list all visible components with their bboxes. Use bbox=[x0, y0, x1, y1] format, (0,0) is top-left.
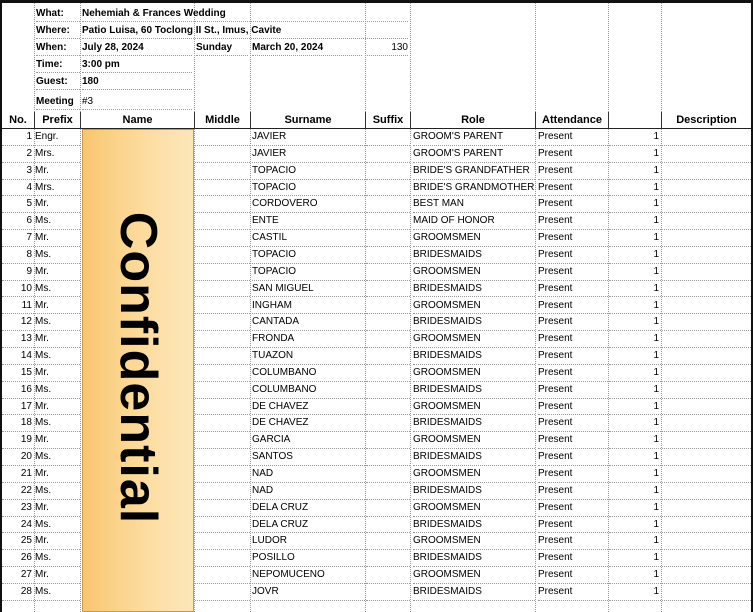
cell-count[interactable]: 1 bbox=[609, 314, 661, 331]
cell-count[interactable]: 1 bbox=[609, 298, 661, 315]
cell-prefix[interactable]: Mr. bbox=[35, 230, 80, 247]
cell-attendance[interactable]: Present bbox=[538, 213, 608, 230]
cell-count[interactable]: 1 bbox=[609, 264, 661, 281]
cell-prefix[interactable]: Ms. bbox=[35, 247, 80, 264]
cell-surname[interactable]: TOPACIO bbox=[252, 180, 365, 197]
cell-description[interactable] bbox=[662, 264, 751, 281]
cell-surname[interactable]: CORDOVERO bbox=[252, 196, 365, 213]
cell-suffix[interactable] bbox=[366, 365, 410, 382]
time-value[interactable]: 3:00 pm bbox=[82, 57, 192, 73]
cell-attendance[interactable]: Present bbox=[538, 533, 608, 550]
header-middle[interactable]: Middle bbox=[195, 112, 250, 129]
cell-role[interactable]: GROOM'S PARENT bbox=[413, 146, 535, 163]
header-description[interactable]: Description bbox=[662, 112, 751, 129]
cell-count[interactable]: 1 bbox=[609, 584, 661, 601]
cell-middle[interactable] bbox=[195, 247, 250, 264]
cell-role[interactable]: MAID OF HONOR bbox=[413, 213, 535, 230]
cell-description[interactable] bbox=[662, 163, 751, 180]
cell-suffix[interactable] bbox=[366, 517, 410, 534]
cell-no[interactable]: 2 bbox=[2, 146, 34, 163]
cell-prefix[interactable]: Mr. bbox=[35, 365, 80, 382]
cell-no[interactable]: 12 bbox=[2, 314, 34, 331]
cell-count[interactable]: 1 bbox=[609, 550, 661, 567]
cell-no[interactable]: 1 bbox=[2, 129, 34, 146]
cell-prefix[interactable]: Ms. bbox=[35, 550, 80, 567]
cell-middle[interactable] bbox=[195, 550, 250, 567]
cell-suffix[interactable] bbox=[366, 584, 410, 601]
cell-prefix[interactable]: Ms. bbox=[35, 584, 80, 601]
cell-attendance[interactable]: Present bbox=[538, 247, 608, 264]
cell-description[interactable] bbox=[662, 196, 751, 213]
header-divider bbox=[535, 112, 536, 129]
cell-description[interactable] bbox=[662, 348, 751, 365]
cell-count[interactable]: 1 bbox=[609, 483, 661, 500]
cell-middle[interactable] bbox=[195, 213, 250, 230]
cell-count[interactable]: 1 bbox=[609, 449, 661, 466]
cell-attendance[interactable]: Present bbox=[538, 517, 608, 534]
cell-attendance[interactable]: Present bbox=[538, 264, 608, 281]
cell-role[interactable]: GROOMSMEN bbox=[413, 331, 535, 348]
cell-role[interactable]: GROOMSMEN bbox=[413, 399, 535, 416]
cell-prefix[interactable]: Ms. bbox=[35, 314, 80, 331]
cell-attendance[interactable]: Present bbox=[538, 550, 608, 567]
grid-line bbox=[535, 3, 536, 612]
cell-surname[interactable]: COLUMBANO bbox=[252, 382, 365, 399]
cell-prefix[interactable]: Ms. bbox=[35, 517, 80, 534]
when-value[interactable]: July 28, 2024 bbox=[82, 40, 192, 56]
cell-middle[interactable] bbox=[195, 382, 250, 399]
date2-value[interactable]: March 20, 2024 bbox=[252, 40, 362, 56]
cell-suffix[interactable] bbox=[366, 230, 410, 247]
meeting-label[interactable]: Meeting bbox=[36, 94, 80, 110]
cell-middle[interactable] bbox=[195, 264, 250, 281]
meeting-value[interactable]: #3 bbox=[82, 94, 192, 110]
cell-surname[interactable]: FRONDA bbox=[252, 331, 365, 348]
cell-attendance[interactable]: Present bbox=[538, 449, 608, 466]
cell-suffix[interactable] bbox=[366, 180, 410, 197]
cell-no[interactable]: 22 bbox=[2, 483, 34, 500]
cell-attendance[interactable]: Present bbox=[538, 584, 608, 601]
cell-prefix[interactable]: Mr. bbox=[35, 432, 80, 449]
cell-role[interactable]: BRIDESMAIDS bbox=[413, 348, 535, 365]
cell-role[interactable]: BRIDESMAIDS bbox=[413, 449, 535, 466]
cell-middle[interactable] bbox=[195, 483, 250, 500]
cell-attendance[interactable]: Present bbox=[538, 432, 608, 449]
cell-no[interactable]: 18 bbox=[2, 415, 34, 432]
header-no[interactable]: No. bbox=[2, 112, 34, 129]
cell-suffix[interactable] bbox=[366, 196, 410, 213]
cell-count[interactable]: 1 bbox=[609, 517, 661, 534]
cell-role[interactable]: BRIDESMAIDS bbox=[413, 382, 535, 399]
cell-description[interactable] bbox=[662, 180, 751, 197]
header-prefix[interactable]: Prefix bbox=[35, 112, 80, 129]
cell-no[interactable]: 10 bbox=[2, 281, 34, 298]
cell-no[interactable]: 25 bbox=[2, 533, 34, 550]
header-divider bbox=[80, 112, 81, 129]
cell-no[interactable]: 16 bbox=[2, 382, 34, 399]
cell-prefix[interactable]: Mr. bbox=[35, 196, 80, 213]
cell-surname[interactable]: TOPACIO bbox=[252, 163, 365, 180]
header-divider bbox=[410, 112, 411, 129]
cell-attendance[interactable]: Present bbox=[538, 365, 608, 382]
cell-role[interactable]: BRIDESMAIDS bbox=[413, 247, 535, 264]
cell-suffix[interactable] bbox=[366, 382, 410, 399]
cell-middle[interactable] bbox=[195, 466, 250, 483]
cell-attendance[interactable]: Present bbox=[538, 146, 608, 163]
cell-middle[interactable] bbox=[195, 415, 250, 432]
cell-count[interactable]: 1 bbox=[609, 533, 661, 550]
cell-no[interactable]: 13 bbox=[2, 331, 34, 348]
cell-count[interactable]: 1 bbox=[609, 196, 661, 213]
cell-suffix[interactable] bbox=[366, 281, 410, 298]
cell-count[interactable]: 1 bbox=[609, 382, 661, 399]
cell-prefix[interactable]: Ms. bbox=[35, 449, 80, 466]
cell-middle[interactable] bbox=[195, 517, 250, 534]
cell-no[interactable]: 14 bbox=[2, 348, 34, 365]
cell-description[interactable] bbox=[662, 365, 751, 382]
cell-prefix[interactable]: Ms. bbox=[35, 382, 80, 399]
cell-surname[interactable]: DE CHAVEZ bbox=[252, 415, 365, 432]
cell-role[interactable]: BEST MAN bbox=[413, 196, 535, 213]
cell-description[interactable] bbox=[662, 314, 751, 331]
cell-count[interactable]: 1 bbox=[609, 146, 661, 163]
cell-attendance[interactable]: Present bbox=[538, 180, 608, 197]
cell-middle[interactable] bbox=[195, 533, 250, 550]
cell-surname[interactable]: JAVIER bbox=[252, 129, 365, 146]
cell-no[interactable]: 26 bbox=[2, 550, 34, 567]
cell-surname[interactable]: TOPACIO bbox=[252, 247, 365, 264]
count-value[interactable]: 130 bbox=[367, 40, 408, 56]
day-value[interactable]: Sunday bbox=[196, 40, 248, 56]
cell-middle[interactable] bbox=[195, 281, 250, 298]
cell-no[interactable]: 20 bbox=[2, 449, 34, 466]
cell-role[interactable]: BRIDESMAIDS bbox=[413, 314, 535, 331]
cell-no[interactable]: 3 bbox=[2, 163, 34, 180]
cell-attendance[interactable]: Present bbox=[538, 163, 608, 180]
cell-surname[interactable]: CASTIL bbox=[252, 230, 365, 247]
cell-surname[interactable]: POSILLO bbox=[252, 550, 365, 567]
cell-description[interactable] bbox=[662, 483, 751, 500]
cell-description[interactable] bbox=[662, 500, 751, 517]
cell-count[interactable]: 1 bbox=[609, 399, 661, 416]
cell-description[interactable] bbox=[662, 399, 751, 416]
cell-role[interactable]: GROOMSMEN bbox=[413, 230, 535, 247]
cell-middle[interactable] bbox=[195, 196, 250, 213]
cell-attendance[interactable]: Present bbox=[538, 382, 608, 399]
cell-role[interactable]: GROOMSMEN bbox=[413, 298, 535, 315]
cell-description[interactable] bbox=[662, 449, 751, 466]
cell-suffix[interactable] bbox=[366, 348, 410, 365]
cell-description[interactable] bbox=[662, 584, 751, 601]
cell-middle[interactable] bbox=[195, 180, 250, 197]
cell-prefix[interactable]: Ms. bbox=[35, 281, 80, 298]
cell-count[interactable]: 1 bbox=[609, 466, 661, 483]
cell-suffix[interactable] bbox=[366, 247, 410, 264]
cell-attendance[interactable]: Present bbox=[538, 567, 608, 584]
cell-prefix[interactable]: Mrs. bbox=[35, 180, 80, 197]
cell-prefix[interactable]: Mr. bbox=[35, 264, 80, 281]
cell-surname[interactable]: SANTOS bbox=[252, 449, 365, 466]
cell-attendance[interactable]: Present bbox=[538, 500, 608, 517]
header-divider bbox=[365, 112, 366, 129]
cell-count[interactable]: 1 bbox=[609, 213, 661, 230]
header-surname[interactable]: Surname bbox=[251, 112, 365, 129]
cell-middle[interactable] bbox=[195, 365, 250, 382]
cell-suffix[interactable] bbox=[366, 550, 410, 567]
cell-description[interactable] bbox=[662, 517, 751, 534]
when-label[interactable]: When: bbox=[36, 40, 80, 56]
cell-middle[interactable] bbox=[195, 449, 250, 466]
cell-surname[interactable]: TOPACIO bbox=[252, 264, 365, 281]
cell-count[interactable]: 1 bbox=[609, 348, 661, 365]
header-suffix[interactable]: Suffix bbox=[366, 112, 410, 129]
cell-description[interactable] bbox=[662, 129, 751, 146]
cell-count[interactable]: 1 bbox=[609, 247, 661, 264]
cell-surname[interactable]: GARCIA bbox=[252, 432, 365, 449]
cell-surname[interactable]: CANTADA bbox=[252, 314, 365, 331]
header-divider bbox=[194, 112, 195, 129]
cell-description[interactable] bbox=[662, 533, 751, 550]
cell-no[interactable]: 27 bbox=[2, 567, 34, 584]
cell-no[interactable]: 8 bbox=[2, 247, 34, 264]
cell-prefix[interactable]: Mrs. bbox=[35, 146, 80, 163]
grid-line bbox=[80, 3, 81, 612]
cell-role[interactable]: BRIDESMAIDS bbox=[413, 415, 535, 432]
cell-surname[interactable]: SAN MIGUEL bbox=[252, 281, 365, 298]
cell-role[interactable]: BRIDESMAIDS bbox=[413, 483, 535, 500]
cell-attendance[interactable]: Present bbox=[538, 298, 608, 315]
cell-suffix[interactable] bbox=[366, 146, 410, 163]
cell-no[interactable]: 4 bbox=[2, 180, 34, 197]
cell-role[interactable]: GROOMSMEN bbox=[413, 466, 535, 483]
cell-count[interactable]: 1 bbox=[609, 180, 661, 197]
guest-label[interactable]: Guest: bbox=[36, 74, 80, 90]
cell-surname[interactable]: DELA CRUZ bbox=[252, 500, 365, 517]
cell-suffix[interactable] bbox=[366, 466, 410, 483]
cell-suffix[interactable] bbox=[366, 415, 410, 432]
cell-role[interactable]: BRIDE'S GRANDMOTHER bbox=[413, 180, 535, 197]
cell-middle[interactable] bbox=[195, 432, 250, 449]
cell-role[interactable]: GROOMSMEN bbox=[413, 533, 535, 550]
cell-attendance[interactable]: Present bbox=[538, 415, 608, 432]
cell-attendance[interactable]: Present bbox=[538, 331, 608, 348]
cell-role[interactable]: GROOMSMEN bbox=[413, 567, 535, 584]
cell-suffix[interactable] bbox=[366, 213, 410, 230]
cell-no[interactable]: 11 bbox=[2, 298, 34, 315]
grid-line bbox=[250, 3, 251, 612]
cell-prefix[interactable]: Mr. bbox=[35, 567, 80, 584]
cell-no[interactable]: 17 bbox=[2, 399, 34, 416]
what-value[interactable]: Nehemiah & Frances Wedding bbox=[82, 6, 408, 22]
cell-description[interactable] bbox=[662, 331, 751, 348]
cell-surname[interactable]: LUDOR bbox=[252, 533, 365, 550]
cell-count[interactable]: 1 bbox=[609, 281, 661, 298]
cell-role[interactable]: BRIDESMAIDS bbox=[413, 550, 535, 567]
cell-middle[interactable] bbox=[195, 331, 250, 348]
guest-value[interactable]: 180 bbox=[82, 74, 192, 90]
cell-role[interactable]: GROOM'S PARENT bbox=[413, 129, 535, 146]
time-label[interactable]: Time: bbox=[36, 57, 80, 73]
header-divider bbox=[661, 112, 662, 129]
cell-surname[interactable]: DELA CRUZ bbox=[252, 517, 365, 534]
cell-description[interactable] bbox=[662, 247, 751, 264]
cell-prefix[interactable]: Mr. bbox=[35, 533, 80, 550]
header-divider bbox=[34, 112, 35, 129]
cell-suffix[interactable] bbox=[366, 129, 410, 146]
cell-middle[interactable] bbox=[195, 348, 250, 365]
cell-description[interactable] bbox=[662, 230, 751, 247]
cell-role[interactable]: BRIDE'S GRANDFATHER bbox=[413, 163, 535, 180]
header-name[interactable]: Name bbox=[81, 112, 194, 129]
cell-middle[interactable] bbox=[195, 129, 250, 146]
cell-description[interactable] bbox=[662, 298, 751, 315]
cell-middle[interactable] bbox=[195, 399, 250, 416]
cell-no[interactable]: 5 bbox=[2, 196, 34, 213]
cell-no[interactable]: 24 bbox=[2, 517, 34, 534]
cell-role[interactable]: BRIDESMAIDS bbox=[413, 281, 535, 298]
cell-no[interactable]: 19 bbox=[2, 432, 34, 449]
cell-role[interactable]: BRIDESMAIDS bbox=[413, 584, 535, 601]
cell-description[interactable] bbox=[662, 213, 751, 230]
header-divider bbox=[250, 112, 251, 129]
cell-suffix[interactable] bbox=[366, 264, 410, 281]
what-label[interactable]: What: bbox=[36, 6, 80, 22]
cell-prefix[interactable]: Mr. bbox=[35, 331, 80, 348]
cell-prefix[interactable]: Ms. bbox=[35, 483, 80, 500]
cell-count[interactable]: 1 bbox=[609, 415, 661, 432]
cell-prefix[interactable]: Mr. bbox=[35, 163, 80, 180]
cell-description[interactable] bbox=[662, 550, 751, 567]
cell-suffix[interactable] bbox=[366, 500, 410, 517]
header-attendance[interactable]: Attendance bbox=[536, 112, 608, 129]
cell-suffix[interactable] bbox=[366, 567, 410, 584]
cell-description[interactable] bbox=[662, 567, 751, 584]
cell-attendance[interactable]: Present bbox=[538, 348, 608, 365]
where-label[interactable]: Where: bbox=[36, 23, 80, 39]
cell-attendance[interactable]: Present bbox=[538, 483, 608, 500]
cell-middle[interactable] bbox=[195, 314, 250, 331]
cell-middle[interactable] bbox=[195, 567, 250, 584]
cell-count[interactable]: 1 bbox=[609, 365, 661, 382]
cell-no[interactable]: 9 bbox=[2, 264, 34, 281]
cell-role[interactable]: BRIDESMAIDS bbox=[413, 517, 535, 534]
header-role[interactable]: Role bbox=[411, 112, 535, 129]
header-divider bbox=[608, 112, 609, 129]
where-value[interactable]: Patio Luisa, 60 Toclong II St., Imus, Cavite bbox=[82, 23, 408, 39]
cell-attendance[interactable]: Present bbox=[538, 281, 608, 298]
cell-prefix[interactable]: Ms. bbox=[35, 415, 80, 432]
cell-description[interactable] bbox=[662, 382, 751, 399]
cell-no[interactable]: 7 bbox=[2, 230, 34, 247]
cell-surname[interactable]: ENTE bbox=[252, 213, 365, 230]
cell-suffix[interactable] bbox=[366, 533, 410, 550]
cell-attendance[interactable]: Present bbox=[538, 129, 608, 146]
cell-prefix[interactable]: Ms. bbox=[35, 348, 80, 365]
cell-surname[interactable]: JOVR bbox=[252, 584, 365, 601]
cell-suffix[interactable] bbox=[366, 163, 410, 180]
cell-prefix[interactable]: Engr. bbox=[35, 129, 80, 146]
cell-count[interactable]: 1 bbox=[609, 129, 661, 146]
cell-count[interactable]: 1 bbox=[609, 500, 661, 517]
cell-middle[interactable] bbox=[195, 146, 250, 163]
cell-count[interactable]: 1 bbox=[609, 567, 661, 584]
cell-surname[interactable]: TUAZON bbox=[252, 348, 365, 365]
cell-surname[interactable]: JAVIER bbox=[252, 146, 365, 163]
cell-suffix[interactable] bbox=[366, 432, 410, 449]
confidential-watermark: Confidential bbox=[109, 211, 167, 525]
cell-prefix[interactable]: Mr. bbox=[35, 399, 80, 416]
cell-suffix[interactable] bbox=[366, 314, 410, 331]
cell-no[interactable]: 15 bbox=[2, 365, 34, 382]
cell-prefix[interactable]: Mr. bbox=[35, 500, 80, 517]
cell-middle[interactable] bbox=[195, 500, 250, 517]
cell-attendance[interactable]: Present bbox=[538, 196, 608, 213]
cell-description[interactable] bbox=[662, 281, 751, 298]
cell-middle[interactable] bbox=[195, 298, 250, 315]
cell-count[interactable]: 1 bbox=[609, 230, 661, 247]
cell-role[interactable]: GROOMSMEN bbox=[413, 264, 535, 281]
cell-role[interactable]: GROOMSMEN bbox=[413, 365, 535, 382]
cell-middle[interactable] bbox=[195, 584, 250, 601]
cell-surname[interactable]: INGHAM bbox=[252, 298, 365, 315]
cell-description[interactable] bbox=[662, 146, 751, 163]
cell-count[interactable]: 1 bbox=[609, 432, 661, 449]
cell-suffix[interactable] bbox=[366, 298, 410, 315]
cell-prefix[interactable]: Ms. bbox=[35, 213, 80, 230]
cell-description[interactable] bbox=[662, 466, 751, 483]
header-count[interactable] bbox=[609, 112, 661, 129]
cell-count[interactable]: 1 bbox=[609, 331, 661, 348]
cell-surname[interactable]: NAD bbox=[252, 466, 365, 483]
cell-attendance[interactable]: Present bbox=[538, 230, 608, 247]
cell-role[interactable]: GROOMSMEN bbox=[413, 432, 535, 449]
cell-attendance[interactable]: Present bbox=[538, 399, 608, 416]
cell-middle[interactable] bbox=[195, 163, 250, 180]
cell-no[interactable]: 21 bbox=[2, 466, 34, 483]
cell-role[interactable]: GROOMSMEN bbox=[413, 500, 535, 517]
cell-prefix[interactable]: Mr. bbox=[35, 298, 80, 315]
cell-count[interactable]: 1 bbox=[609, 163, 661, 180]
cell-no[interactable]: 23 bbox=[2, 500, 34, 517]
cell-middle[interactable] bbox=[195, 230, 250, 247]
cell-no[interactable]: 6 bbox=[2, 213, 34, 230]
cell-suffix[interactable] bbox=[366, 483, 410, 500]
cell-attendance[interactable]: Present bbox=[538, 466, 608, 483]
cell-no[interactable]: 28 bbox=[2, 584, 34, 601]
cell-surname[interactable]: DE CHAVEZ bbox=[252, 399, 365, 416]
cell-suffix[interactable] bbox=[366, 331, 410, 348]
cell-suffix[interactable] bbox=[366, 449, 410, 466]
cell-description[interactable] bbox=[662, 432, 751, 449]
cell-suffix[interactable] bbox=[366, 399, 410, 416]
cell-attendance[interactable]: Present bbox=[538, 314, 608, 331]
cell-surname[interactable]: NAD bbox=[252, 483, 365, 500]
cell-surname[interactable]: NEPOMUCENO bbox=[252, 567, 365, 584]
cell-prefix[interactable]: Mr. bbox=[35, 466, 80, 483]
cell-surname[interactable]: COLUMBANO bbox=[252, 365, 365, 382]
cell-description[interactable] bbox=[662, 415, 751, 432]
grid-line bbox=[410, 3, 411, 612]
